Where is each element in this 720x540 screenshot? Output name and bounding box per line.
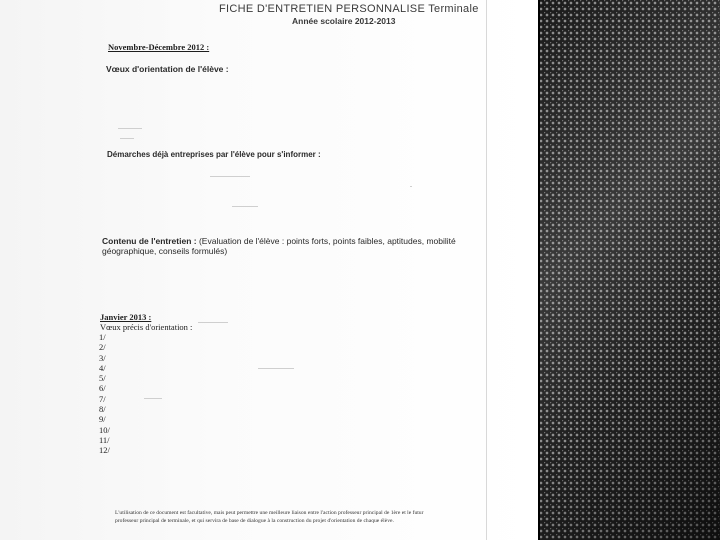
contenu-description: (Evaluation de l'élève : points forts, points faibles, aptitudes, mobilité géographique, conseils formulés) <box>102 236 456 256</box>
form-title: FICHE D'ENTRETIEN PERSONNALISE Terminale <box>219 3 479 15</box>
list-item: 10/ <box>99 424 110 435</box>
decorative-texture-panel <box>538 0 720 540</box>
contenu-entretien <box>102 236 462 256</box>
footer-note: L'utilisation de ce document est facultative, mais peut permettre une meilleure liaison entre l'action professeur principal de 1ère et le futur professeur principal de terminale, et qui servira de base de dialogue à la construction du projet d'orientation de chaque élève. <box>115 510 424 524</box>
list-item: 1/ <box>99 332 106 342</box>
list-item: 11/ <box>99 434 110 445</box>
voeux-numbered-list <box>99 332 110 456</box>
period-janvier: Janvier 2013 : <box>100 312 152 322</box>
school-year: Année scolaire 2012-2013 <box>292 16 396 26</box>
list-item: 7/ <box>99 393 106 404</box>
list-item: 4/ <box>99 362 106 373</box>
period-nov-dec: Novembre-Décembre 2012 : <box>108 42 210 52</box>
panel-edge <box>538 0 540 540</box>
list-item: 2/ <box>99 342 106 353</box>
list-item: 5/ <box>99 373 106 384</box>
demarches-heading: Démarches déjà entreprises par l'élève pour s'informer : <box>107 150 321 159</box>
page-edge-line <box>486 0 487 540</box>
list-item: 6/ <box>99 383 106 394</box>
list-item: 8/ <box>99 404 106 415</box>
list-item: 3/ <box>99 352 106 363</box>
list-item: 9/ <box>99 414 106 425</box>
list-item: 12/ <box>99 445 110 456</box>
voeux-precis-heading: Vœux précis d'orientation : <box>100 322 193 332</box>
voeux-heading: Vœux d'orientation de l'élève : <box>106 64 229 74</box>
contenu-heading: Contenu de l'entretien : <box>102 236 197 246</box>
